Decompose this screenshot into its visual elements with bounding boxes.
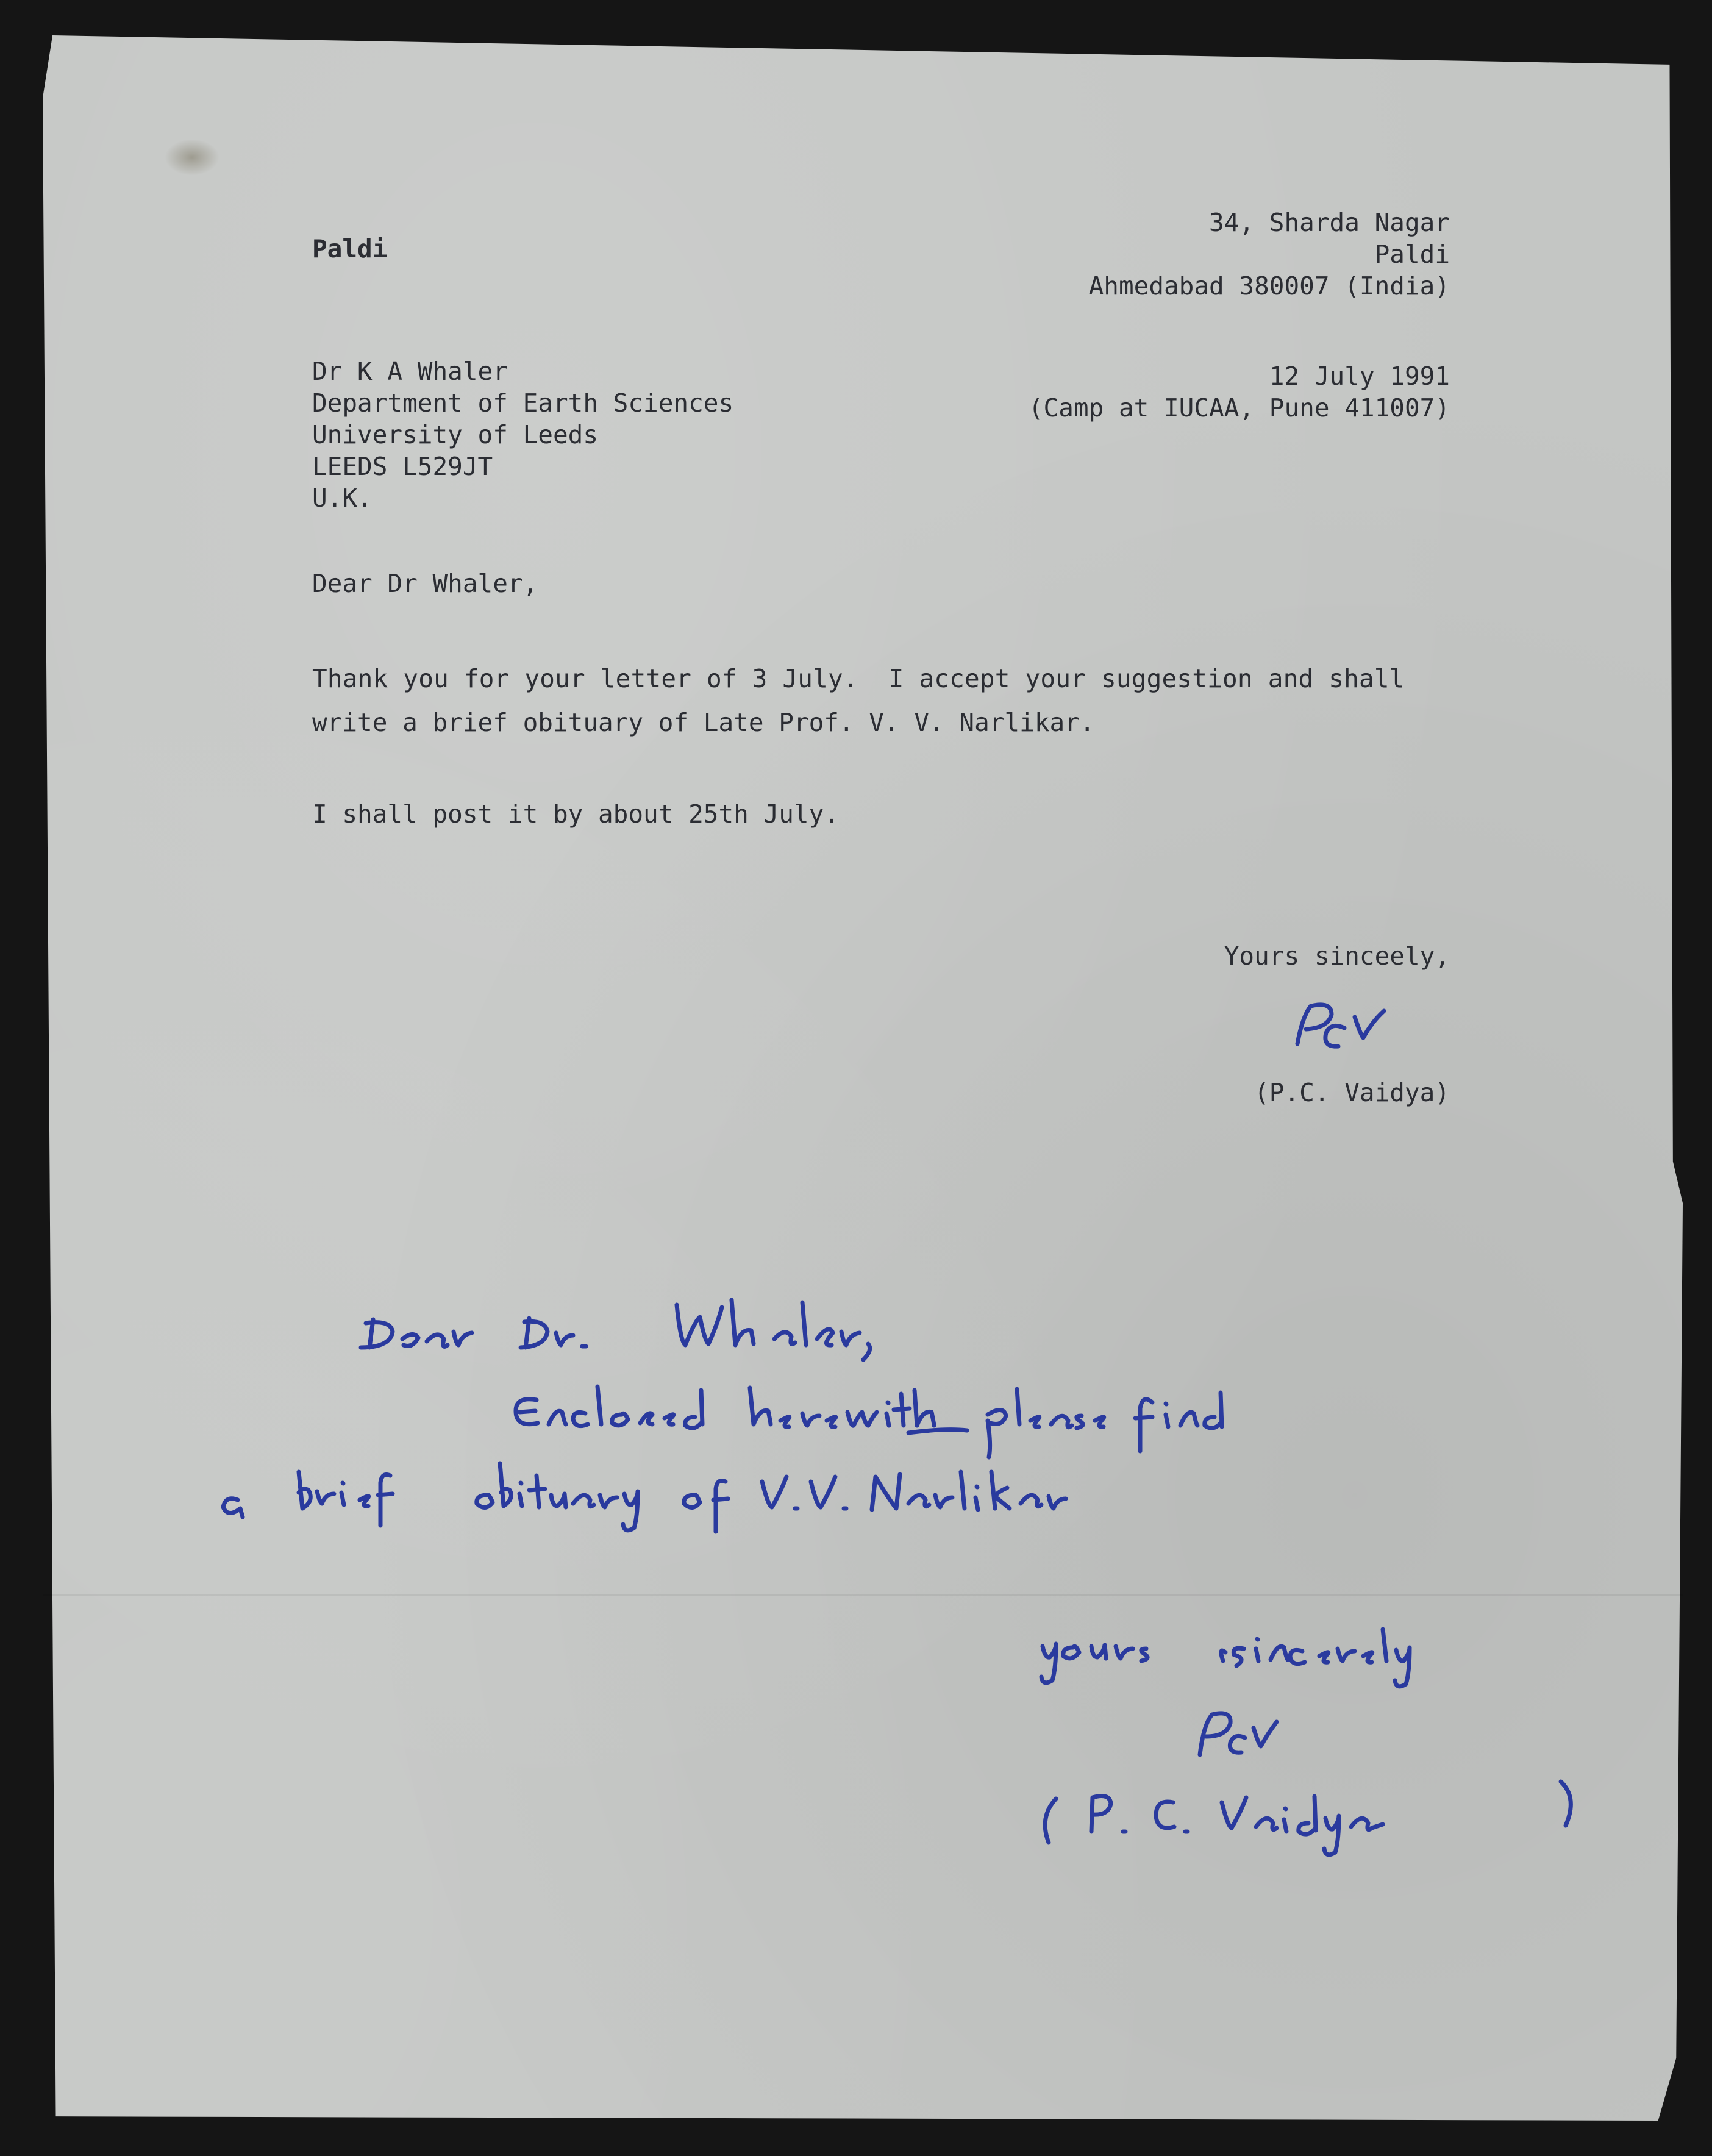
body-line: I shall post it by about 25th July. [312,799,839,829]
recipient-line: U.K. [312,484,373,513]
signatory-name: (P.C. Vaidya) [1254,1078,1450,1107]
sender-address-line: Paldi [1374,240,1450,269]
camp-location: (Camp at IUCAA, Pune 411007) [1028,393,1450,423]
recipient-line: LEEDS L529JT [312,452,493,481]
letter-date: 12 July 1991 [1269,362,1450,391]
recipient-line: University of Leeds [312,420,598,449]
letterhead-place: Paldi [312,234,388,263]
recipient-line: Department of Earth Sciences [312,388,734,418]
sender-address-line: 34, Sharda Nagar [1209,208,1450,237]
body-line: Thank you for your letter of 3 July. I accept your suggestion and shall [312,664,1405,693]
fold-line [43,1594,1683,1596]
salutation: Dear Dr Whaler, [312,569,538,598]
paper-stain [165,139,219,176]
sender-address-line: Ahmedabad 380007 (India) [1088,271,1450,301]
valediction: Yours sinceely, [1224,941,1450,971]
body-line: write a brief obituary of Late Prof. V. V. Narlikar. [312,708,1095,737]
recipient-line: Dr K A Whaler [312,357,508,386]
